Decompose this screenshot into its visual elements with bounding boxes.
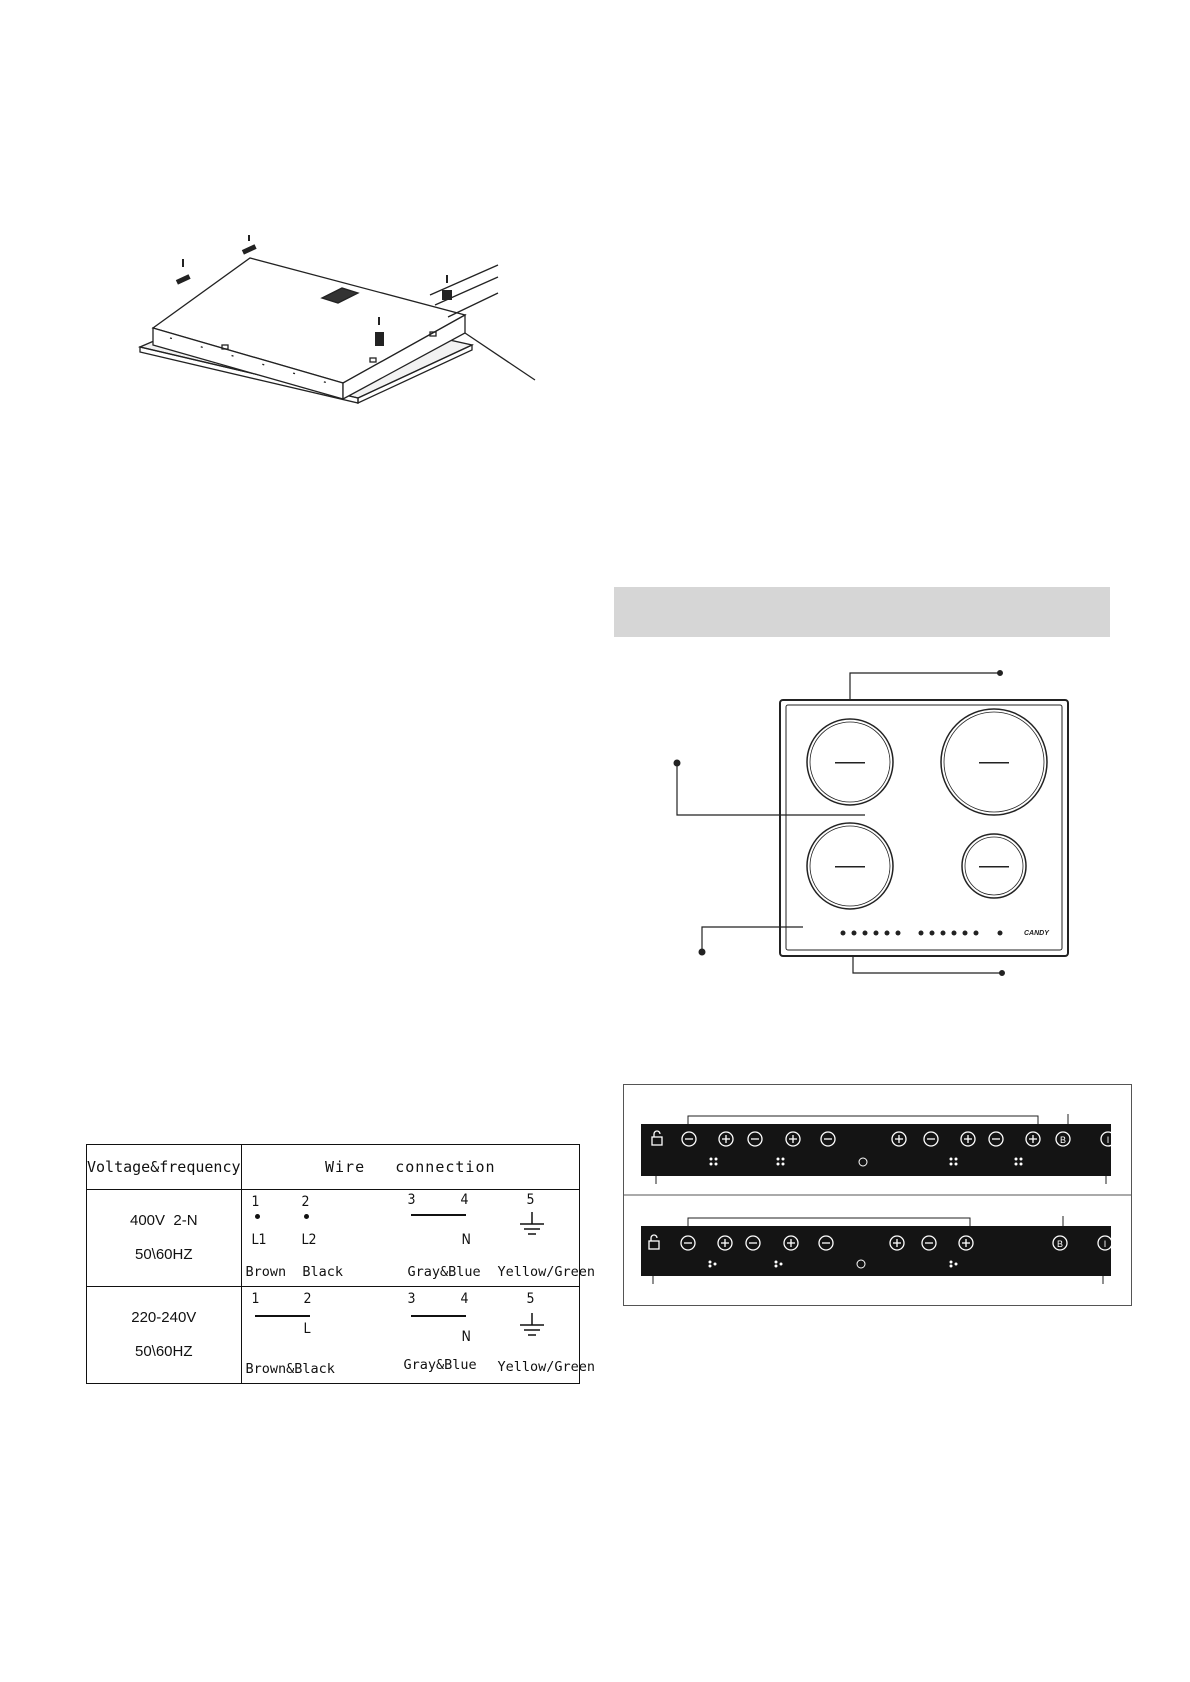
timer-icon: [857, 1260, 865, 1268]
terminal-number: 3: [407, 1192, 416, 1208]
lock-icon[interactable]: [649, 1235, 659, 1249]
terminal-number: 4: [460, 1291, 469, 1307]
ground-icon: [517, 1311, 547, 1341]
power-label: I: [1103, 1239, 1107, 1249]
terminal-number: 2: [301, 1194, 310, 1210]
voltage-value: 220-240V: [131, 1309, 197, 1326]
terminal-label: L1: [251, 1232, 267, 1248]
terminal-label: L: [303, 1321, 311, 1337]
frequency-value: 50\60HZ: [134, 1246, 193, 1263]
jumper-line: [411, 1315, 466, 1317]
wire-connection-cell: [241, 1190, 596, 1287]
brand-logo: CANDY: [1024, 930, 1049, 937]
terminal-number: 1: [251, 1194, 260, 1210]
terminal-number: 5: [526, 1291, 535, 1307]
zone3-plus-button[interactable]: [961, 1132, 975, 1146]
timer-minus-button[interactable]: [821, 1132, 835, 1146]
zone3-minus-button[interactable]: [924, 1132, 938, 1146]
timer-icon: [859, 1158, 867, 1166]
zone3-minus-button[interactable]: [922, 1236, 936, 1250]
control-panel-2: [641, 1226, 1111, 1276]
wire-colors: Gray&Blue: [403, 1357, 477, 1373]
zone2-minus-button[interactable]: [748, 1132, 762, 1146]
timer-plus-button[interactable]: [892, 1132, 906, 1146]
installation-illustration: [130, 235, 550, 435]
bridge-label: B: [1056, 1239, 1064, 1249]
terminal-number: 4: [460, 1192, 469, 1208]
header-voltage-frequency: Voltage&frequency: [87, 1145, 242, 1190]
section-header-bar: [614, 587, 1110, 637]
power-label: I: [1106, 1135, 1110, 1145]
control-panel-1: [641, 1124, 1111, 1176]
terminal-label: L2: [301, 1232, 317, 1248]
wire-connection-cell: [241, 1287, 596, 1384]
zone2-plus-button[interactable]: [786, 1132, 800, 1146]
wire-colors: Yellow/Green: [497, 1264, 596, 1280]
zone2-minus-button[interactable]: [746, 1236, 760, 1250]
terminal-number: 2: [303, 1291, 312, 1307]
terminal-number: 3: [407, 1291, 416, 1307]
zone1-plus-button[interactable]: [718, 1236, 732, 1250]
terminal-number: 5: [526, 1192, 535, 1208]
hob-overview-illustration: [640, 655, 1080, 985]
voltage-value: 400V 2-N: [129, 1212, 198, 1229]
wire-colors: Brown&Black: [245, 1361, 335, 1377]
wire-colors: Yellow/Green: [497, 1359, 596, 1375]
zone1-minus-button[interactable]: [681, 1236, 695, 1250]
header-wire-connection: Wire connection: [241, 1145, 579, 1190]
table-row: [87, 1190, 580, 1287]
frequency-value: 50\60HZ: [134, 1343, 193, 1360]
zone4-plus-button[interactable]: [1026, 1132, 1040, 1146]
voltage-cell: [87, 1287, 242, 1384]
lock-icon[interactable]: [652, 1131, 662, 1145]
terminal-label: N: [461, 1232, 471, 1248]
timer-plus-button[interactable]: [890, 1236, 904, 1250]
terminal-number: 1: [251, 1291, 260, 1307]
terminal-dot: [304, 1214, 309, 1219]
wire-colors: Gray&Blue: [407, 1264, 481, 1280]
jumper-line: [411, 1214, 466, 1216]
terminal-dot: [255, 1214, 260, 1219]
bridge-label: B: [1059, 1135, 1067, 1145]
table-row: [87, 1287, 580, 1384]
wire-connection-table: [86, 1144, 596, 1384]
voltage-cell: [87, 1190, 242, 1287]
zone2-plus-button[interactable]: [784, 1236, 798, 1250]
timer-minus-button[interactable]: [819, 1236, 833, 1250]
zone1-minus-button[interactable]: [682, 1132, 696, 1146]
zone3-plus-button[interactable]: [959, 1236, 973, 1250]
jumper-line: [255, 1315, 310, 1317]
terminal-label: N: [461, 1329, 471, 1345]
wire-colors: Brown Black: [245, 1264, 344, 1280]
zone1-plus-button[interactable]: [719, 1132, 733, 1146]
zone4-minus-button[interactable]: [989, 1132, 1003, 1146]
ground-icon: [517, 1210, 547, 1240]
